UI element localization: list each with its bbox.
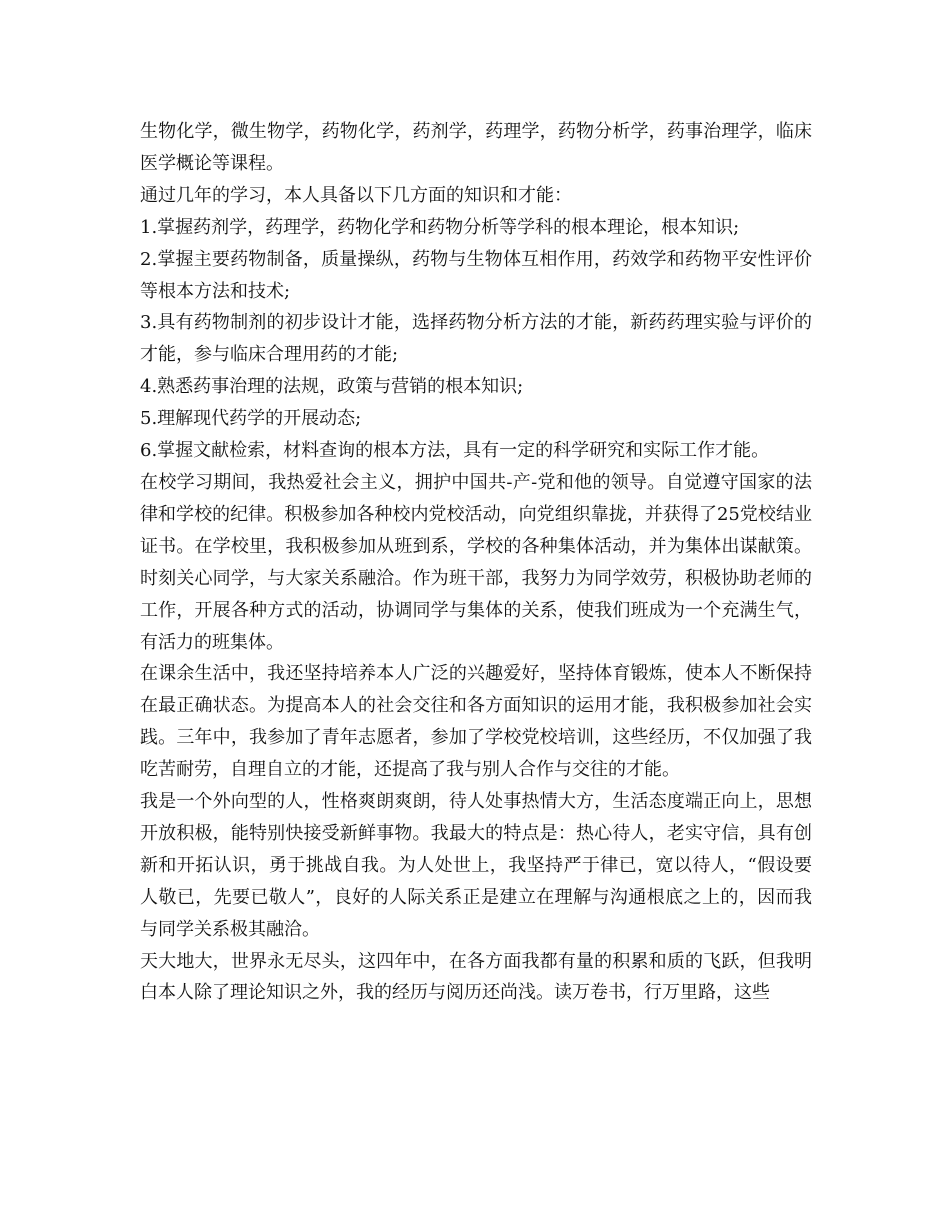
- paragraph-conclusion: 天大地大，世界永无尽头，这四年中，在各方面我都有量的积累和质的飞跃，但我明白本人除了理论知识之外，我的经历与阅历还尚浅。读万卷书，行万里路，这些: [140, 950, 812, 1004]
- list-item-1: 1.掌握药剂学，药理学，药物化学和药物分析等学科的根本理论，根本知识;: [140, 216, 740, 238]
- paragraph-school-life: 在校学习期间，我热爱社会主义，拥护中国共-产-党和他的领导。自觉遵守国家的法律和学校的纪律。积极参加各种校内党校活动，向党组织靠拢，并获得了25党校结业证书。在学校里，我积极参加从班到系，学校的各种集体活动，并为集体出谋献策。时刻关心同学，与大家关系融洽。作为班干部，我努力为同学效劳，积极协助老师的工作，开展各种方式的活动，协调同学与集体的关系，使我们班成为一个充满生气，有活力的班集体。: [140, 471, 812, 653]
- paragraph-extracurricular: 在课余生活中，我还坚持培养本人广泛的兴趣爱好，坚持体育锻炼，使本人不断保持在最正确状态。为提高本人的社会交往和各方面知识的运用才能，我积极参加社会实践。三年中，我参加了青年志愿者，参加了学校党校培训，这些经历，不仅加强了我吃苦耐劳，自理自立的才能，还提高了我与别人合作与交往的才能。: [140, 663, 812, 781]
- list-item-3: 3.具有药物制剂的初步设计才能，选择药物分析方法的才能，新药药理实验与评价的才能，参与临床合理用药的才能;: [140, 312, 812, 366]
- list-item-2: 2.掌握主要药物制备，质量操纵，药物与生物体互相作用，药效学和药物平安性评价等根本方法和技术;: [140, 248, 812, 302]
- paragraph-personality: 我是一个外向型的人，性格爽朗爽朗，待人处事热情大方，生活态度端正向上，思想开放积极，能特别快接受新鲜事物。我最大的特点是：热心待人，老实守信，具有创新和开拓认识，勇于挑战自我。为人处世上，我坚持严于律已，宽以待人，“假设要人敬已，先要已敬人”，良好的人际关系正是建立在理解与沟通根底之上的，因而我与同学关系极其融洽。: [140, 791, 812, 940]
- paragraph-courses: 生物化学，微生物学，药物化学，药剂学，药理学，药物分析学，药事治理学，临床医学概论等课程。: [140, 121, 812, 174]
- paragraph-intro: 通过几年的学习，本人具备以下几方面的知识和才能：: [140, 184, 572, 206]
- list-item-5: 5.理解现代药学的开展动态;: [140, 408, 362, 430]
- document-body: [140, 116, 812, 1009]
- list-item-6: 6.掌握文献检索，材料查询的根本方法，具有一定的科学研究和实际工作才能。: [140, 440, 770, 462]
- list-item-4: 4.熟悉药事治理的法规，政策与营销的根本知识;: [140, 376, 524, 398]
